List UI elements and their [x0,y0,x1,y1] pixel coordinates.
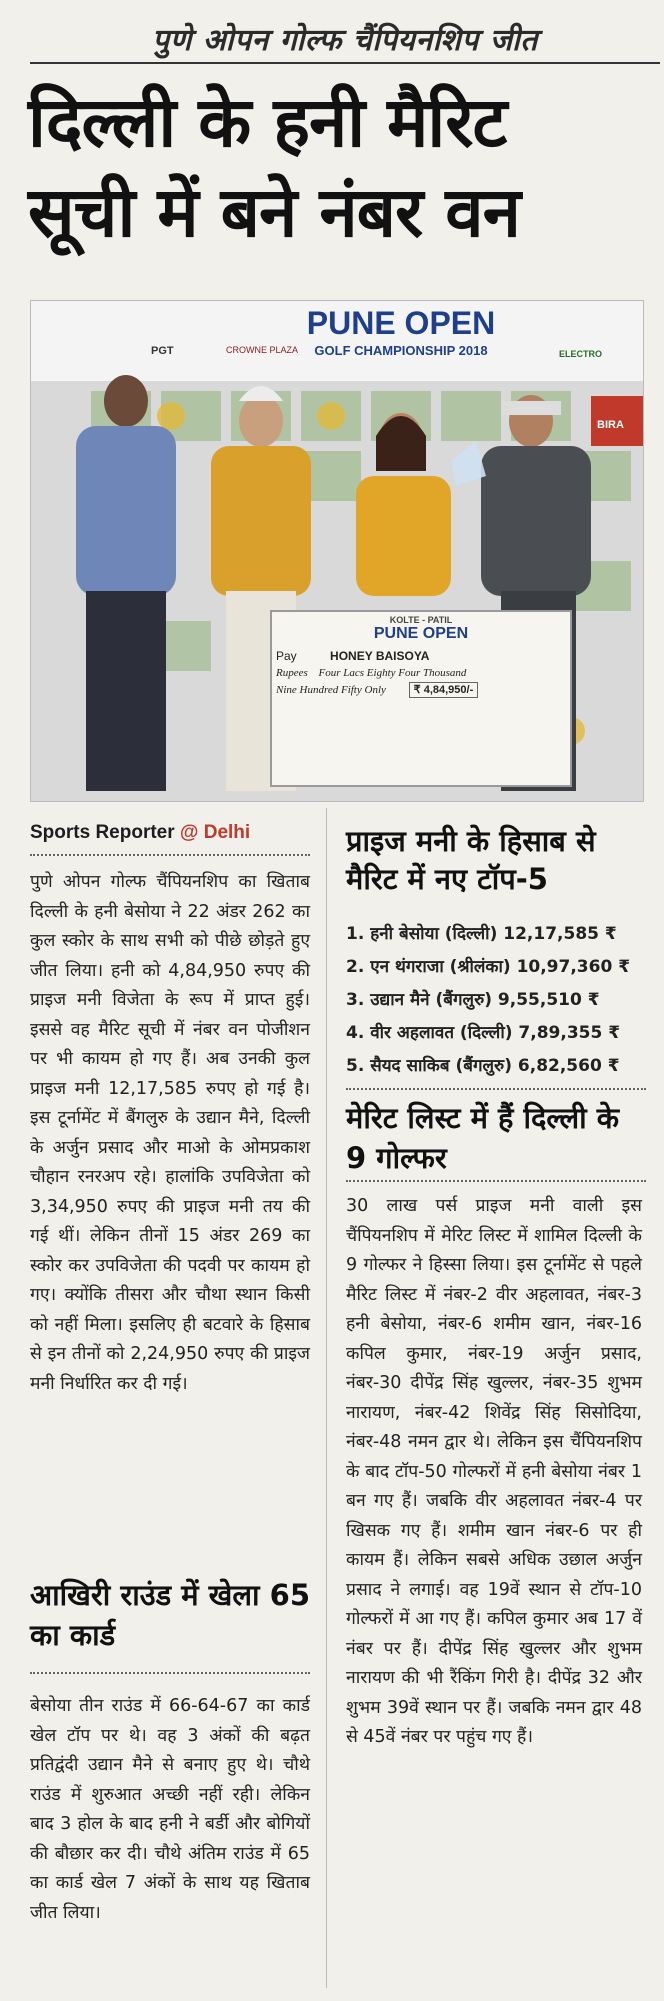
kicker-heading: पुणे ओपन गोल्फ चैंपियनशिप जीत [152,23,538,58]
list-item: 5. सैयद साकिब (बैंगलुरु) 6,82,560 ₹ [346,1056,620,1076]
top5-list [346,918,656,1083]
subheading-merit-list: मेरिट लिस्ट में हैं दिल्ली के 9 गोल्फर [346,1101,620,1175]
cheque-pay-label: Pay [276,649,297,663]
list-item: 1. हनी बेसोया (दिल्ली) 12,17,585 ₹ [346,924,617,944]
cheque-logo: PUNE OPEN [373,625,469,642]
cheque-sponsor: KOLTE - PATIL [389,615,453,625]
headline-line-2: सूची में बने नंबर वन [28,173,520,253]
round-divider [30,1672,310,1674]
merit-divider [346,1180,646,1182]
byline-at: @ [179,822,199,843]
ceremony-photo [30,300,644,802]
prize-cheque [276,615,566,696]
byline [30,822,250,844]
byline-reporter: Sports Reporter [30,822,175,843]
byline-city: Delhi [203,822,251,843]
sponsor-logo-crowne: CROWNE PLAZA [226,345,299,355]
column-rule [326,808,327,1988]
list-item: 4. वीर अहलावत (दिल्ली) 7,89,355 ₹ [346,1023,621,1043]
banner-title: PUNE OPEN [306,305,496,341]
list-item: 2. एन थंगराजा (श्रीलंका) 10,97,360 ₹ [346,957,631,977]
sponsor-logo-pgt: PGT [151,345,174,357]
kicker-rule [30,62,660,64]
headline-line-1: दिल्ली के हनी मैरिट [28,83,507,163]
article-body-left-2: बेसोया तीन राउंड में 66-64-67 का कार्ड खेल टॉप पर थे। वह 3 अंकों की बढ़त प्रतिद्वंदी उद्यान मैने से बनाए हुए थे। चौथे राउंड में शुरुआत अच्छी नहीं रही। लेकिन बाद 3 होल के बाद हनी ने बर्डी और बोगियों की बौछार कर दी। चौथे अंतिम राउंड में 65 का कार्ड खेल 7 अंकों के साथ यह खिताब जीत लिया। [30,1696,310,1923]
sponsor-logo-electro: ELECTRO [559,349,603,359]
banner-subtitle: GOLF CHAMPIONSHIP 2018 [314,343,488,358]
main-headline [28,78,664,258]
cheque-payee: HONEY BAISOYA [330,649,430,663]
sponsor-logo-bira: BIRA [597,419,624,431]
byline-divider [30,854,310,856]
subheading-final-round: आखिरी राउंड में खेला 65 का कार्ड [30,1578,311,1652]
list-item: 3. उद्यान मैने (बैंगलुरु) 9,55,510 ₹ [346,990,600,1010]
cheque-words-1: Four Lacs Eighty Four Thousand [318,667,467,679]
cheque-words-2: Nine Hundred Fifty Only [276,684,386,696]
cheque-amount: ₹ 4,84,950/- [409,682,479,698]
article-body-right: 30 लाख पर्स प्राइज मनी वाली इस चैंपियनशिप में मेरिट लिस्ट में शामिल दिल्ली के 9 गोल्फर ने हिस्सा लिया। इस टूर्नामेंट से पहले मैरिट लिस्ट में नंबर-2 वीर अहलावत, नंबर-3 हनी बेसोया, नंबर-6 शमीम खान, नंबर-16 कपिल कुमार, नंबर-19 अर्जुन प्रसाद, नंबर-30 दीपेंद्र सिंह खुल्लर, नंबर-35 शुभम नारायण, नंबर-42 शिवेंद्र सिंह सिसोदिया, नंबर-48 नमन द्वार थे। लेकिन इस चैंपियनशिप के बाद टॉप-50 गोल्फरों में हनी बेसोया नंबर 1 बन गए हैं। जबकि वीर अहलावत नंबर-4 पर खिसक गए हैं। शमीम खान नंबर-6 पर ही कायम हैं। लेकिन सबसे अधिक उछाल अर्जुन प्रसाद ने लगाई। वह 19वें स्थान से टॉप-10 गोल्फरों में आ गए हैं। कपिल कुमार अब 17 वें नंबर पर हैं। दीपेंद्र सिंह खुल्लर और शुभम नारायण की भी रैंकिंग गिरी है। दीपेंद्र 32 और शुभम 39वें स्थान पर हैं। जबकि नमन द्वार 48 से 45वें नंबर पर पहुंच गए हैं। [346,1196,642,1747]
subheading-top5: प्राइज मनी के हिसाब से मैरिट में नए टॉप-5 [346,824,596,896]
top5-divider [346,1088,646,1090]
photo-illustration [31,301,643,801]
article-body-left: पुणे ओपन गोल्फ चैंपियनशिप का खिताब दिल्ली के हनी बेसोया ने 22 अंडर 262 का कुल स्कोर के साथ सभी को पीछे छोड़ते हुए जीत लिया। हनी को 4,84,950 रुपए की प्राइज मनी विजेता के रूप में प्राप्त हुई। इससे वह मैरिट सूची में नंबर वन पोजीशन पर भी कायम हो गए हैं। अब उनकी कुल प्राइज मनी 12,17,585 रुपए हो गई है। इस टूर्नामेंट में बैंगलुरु के उद्यान मैने, दिल्ली के अर्जुन प्रसाद और माओ के ओमप्रकाश चौहान रनरअप रहे। हालांकि उपविजेता को 3,34,950 रुपए की प्राइज मनी तय की गई थीं। लेकिन तीनों 15 अंडर 269 का स्कोर कर उपविजेता की पदवी पर कायम हो गए। क्योंकि तीसरा और चौथा स्थान किसी को नहीं मिला। इसलिए ही बटवारे के हिसाब से इन तीनों को 2,24,950 रुपए की प्राइज मनी निर्धारित कर दी गई। [30,872,310,1394]
cheque-rupees-label: Rupees [276,667,308,679]
